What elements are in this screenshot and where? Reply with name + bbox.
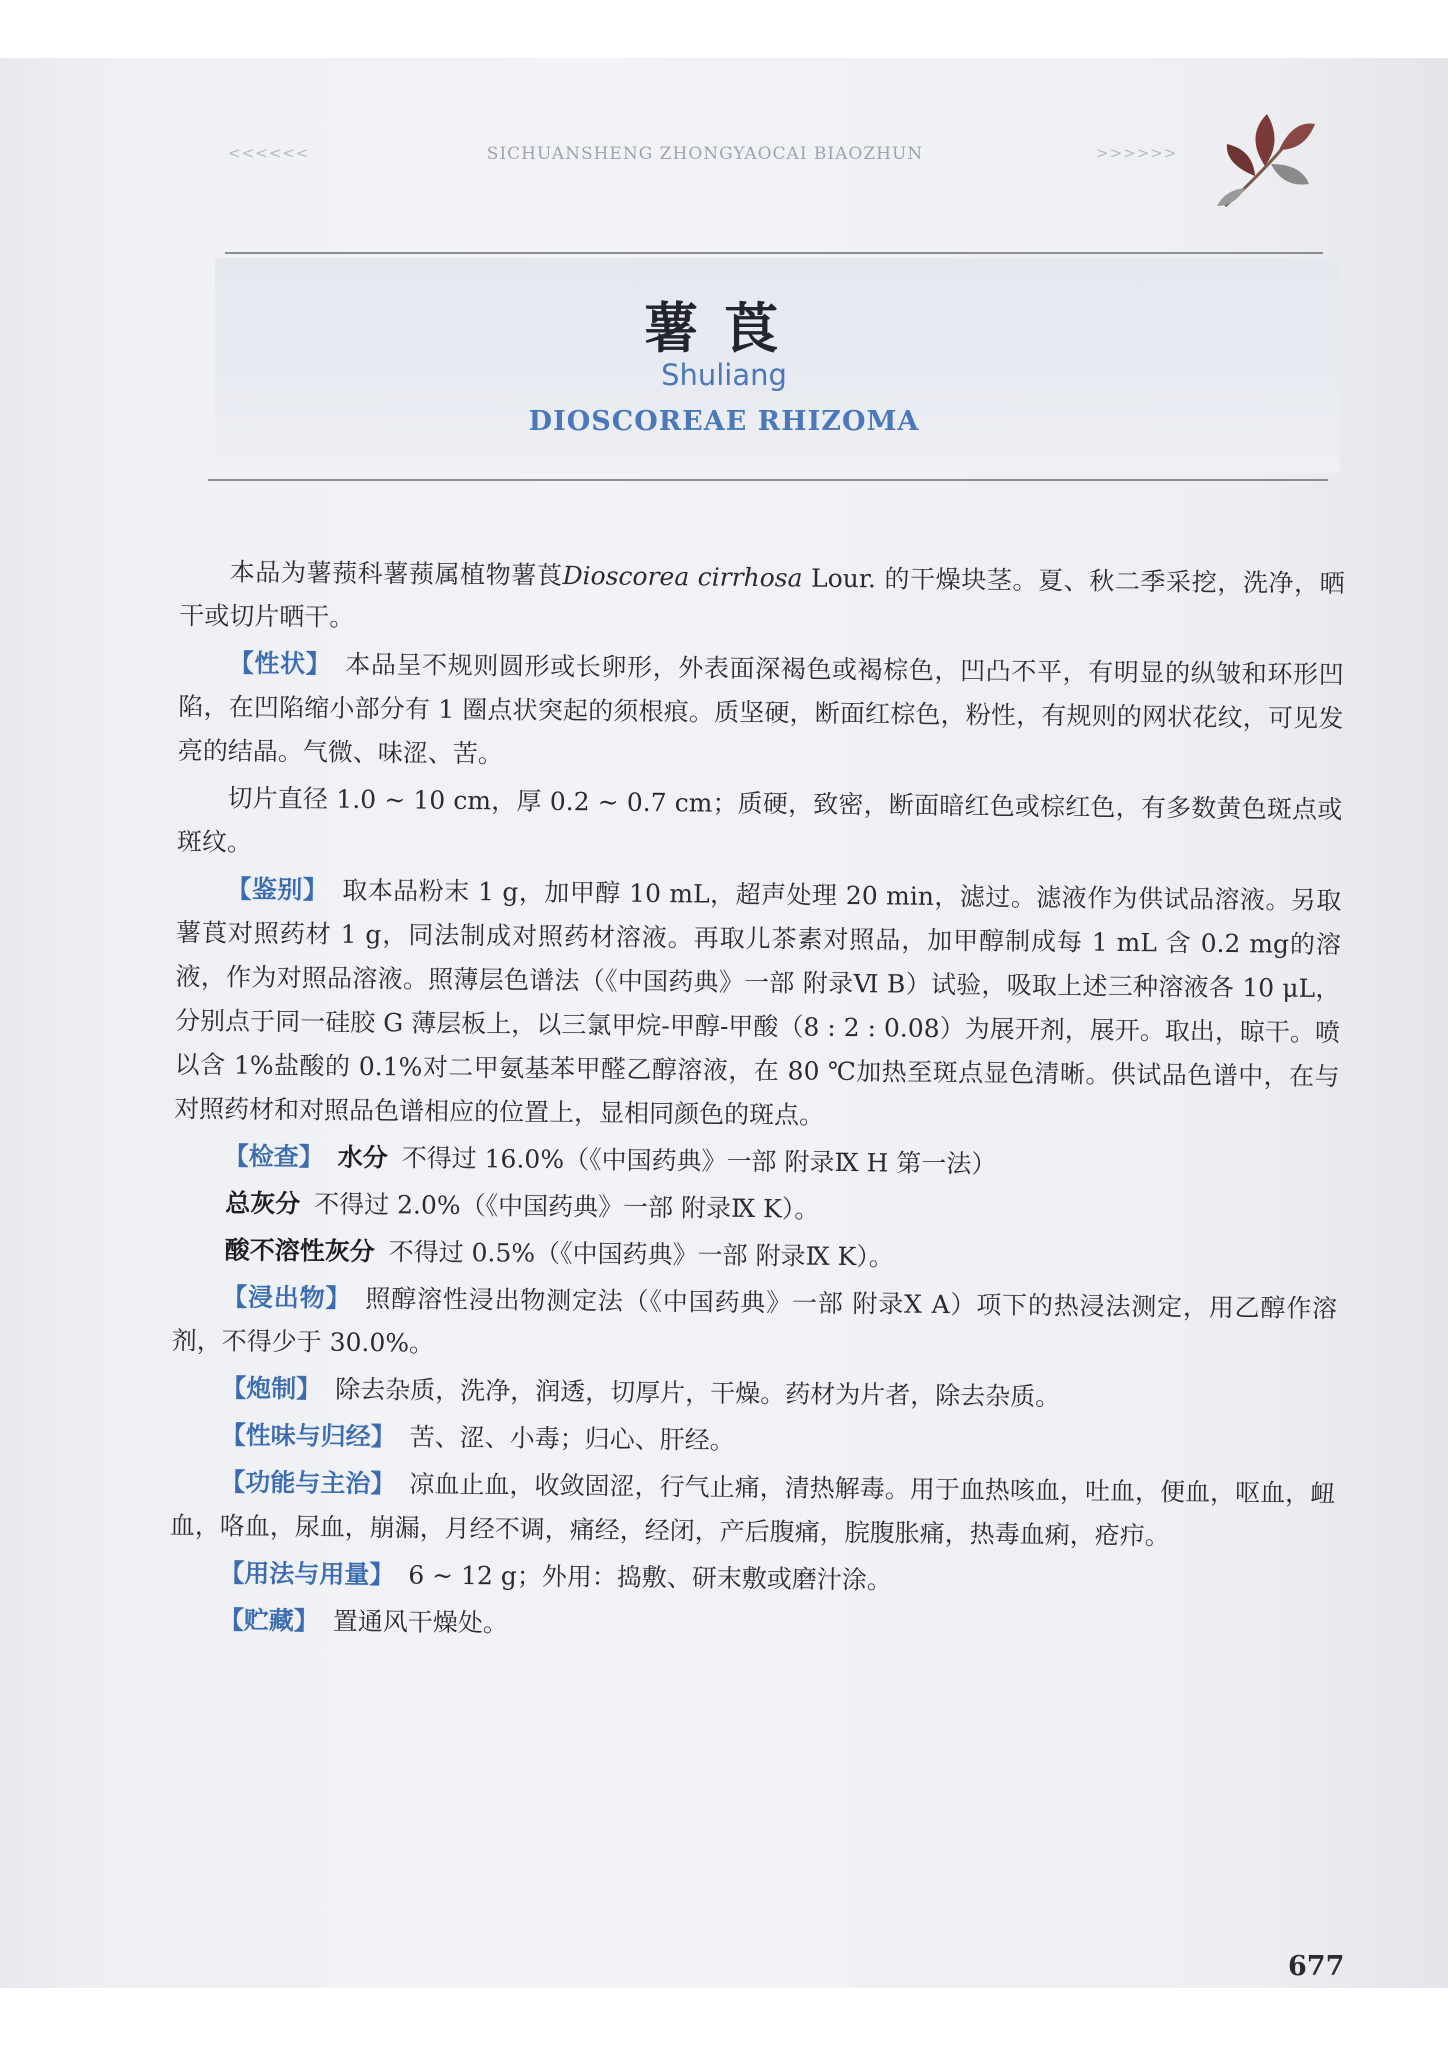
section-xingzhuang: 【性状】 本品呈不规则圆形或长卵形，外表面深褐色或褐棕色，凹凸不平，有明显的纵皱和环形凹陷，在凹陷缩小部分有 1 圈点状突起的须根痕。质坚硬，断面红棕色，粉性，有规则的网状花纹，可见发亮的结晶。气微、味涩、苦。 [177,648,1344,769]
running-header: SICHUANSHENG ZHONGYAOCAI BIAOZHUN [486,144,924,164]
ash-label: 总灰分 [225,1188,301,1219]
title-top-rule [225,252,1323,254]
section-gongneng: 【功能与主治】 凉血止血，收敛固涩，行气止痛，清热解毒。用于血热咳血，吐血，便血，呕血，衄血，咯血，尿血，崩漏，月经不调，痛经，经闭，产后腹痛，脘腹胀痛，热毒血痢，疮疖。 [169,1467,1336,1551]
header-right-ornament: >>>>>> [1096,144,1178,162]
section-tag: 【鉴别】 [226,874,329,905]
section-tag: 【炮制】 [221,1373,322,1404]
intro-paragraph: 本品为薯蓣科薯蓣属植物薯莨Dioscorea cirrhosa Lour. 的干燥块茎。夏、秋二季采挖，洗净，晒干或切片晒干。 [179,557,1345,632]
section-xingzhuang-slice: 切片直径 1.0 ~ 10 cm，厚 0.2 ~ 0.7 cm；质硬，致密，断面暗红色或棕红色，有多数黄色斑点或斑纹。 [176,783,1343,857]
monograph-body [169,550,1345,1657]
water-label: 水分 [337,1142,388,1173]
section-tag: 【检查】 [223,1141,324,1172]
section-jiancha-ash: 总灰分 不得过 2.0%（《中国药典》一部 附录Ⅸ K）。 [225,1188,820,1224]
section-tag: 【浸出物】 [222,1282,352,1313]
section-zhucang: 【贮藏】 置通风干燥处。 [218,1605,508,1638]
header-left-ornament: <<<<<< [228,144,310,162]
species-name: Dioscorea cirrhosa [562,561,803,593]
section-tag: 【功能与主治】 [220,1467,396,1499]
section-jiancha-acid-ash: 酸不溶性灰分 不得过 0.5%（《中国药典》一部 附录Ⅸ K）。 [224,1235,894,1272]
monograph-title-pinyin: Shuliang [661,358,787,392]
leaf-logo-icon [1205,106,1320,216]
section-tag: 【性状】 [228,648,332,679]
section-paozhi: 【炮制】 除去杂质，洗净，润透，切厚片，干燥。药材为片者，除去杂质。 [221,1373,1061,1412]
title-bottom-rule [208,479,1328,481]
section-yongfa: 【用法与用量】 6 ~ 12 g；外用：捣敷、研末敷或磨汁涂。 [219,1558,892,1595]
page-number: 677 [1288,1951,1345,1982]
section-jiancha: 【检查】 水分 不得过 16.0%（《中国药典》一部 附录Ⅸ H 第一法） [223,1141,997,1179]
section-tag: 【贮藏】 [218,1605,319,1636]
book-page [0,58,1448,1988]
section-tag: 【用法与用量】 [219,1558,395,1590]
acid-ash-label: 酸不溶性灰分 [224,1235,375,1267]
section-jianbie: 【鉴别】 取本品粉末 1 g，加甲醇 10 mL，超声处理 20 min，滤过。滤液作为供试品溶液。另取薯莨对照药材 1 g，同法制成对照药材溶液。再取儿茶素对照品，加甲醇制成每 1 mL 含 0.2 mg的溶液，作为对照品溶液。照薄层色谱法（《中国药典》一部 附录Ⅵ B）试验，吸取上述三种溶液各 10 μL，分别点于同一硅胶 G 薄层板上，以三氯甲烷-甲醇-甲酸（8 : 2 : 0.08）为展开剂，展开。取出，晾干。喷以含 1%盐酸的 0.1%对二甲氨基苯甲醛乙醇溶液，在 80 ℃加热至斑点显色清晰。供试品色谱中，在与对照药材和对照品色谱相应的位置上，显相同颜色的斑点。 [173,874,1342,1130]
section-tag: 【性味与归经】 [220,1420,396,1452]
section-xingwei: 【性味与归经】 苦、涩、小毒；归心、肝经。 [220,1420,735,1455]
section-jinchuwu: 【浸出物】 照醇溶性浸出物测定法（《中国药典》一部 附录Ⅹ A）项下的热浸法测定，用乙醇作溶剂，不得少于 30.0%。 [171,1282,1338,1358]
monograph-title-latin: DIOSCOREAE RHIZOMA [528,406,920,437]
monograph-title-chinese: 薯莨 [644,296,804,360]
